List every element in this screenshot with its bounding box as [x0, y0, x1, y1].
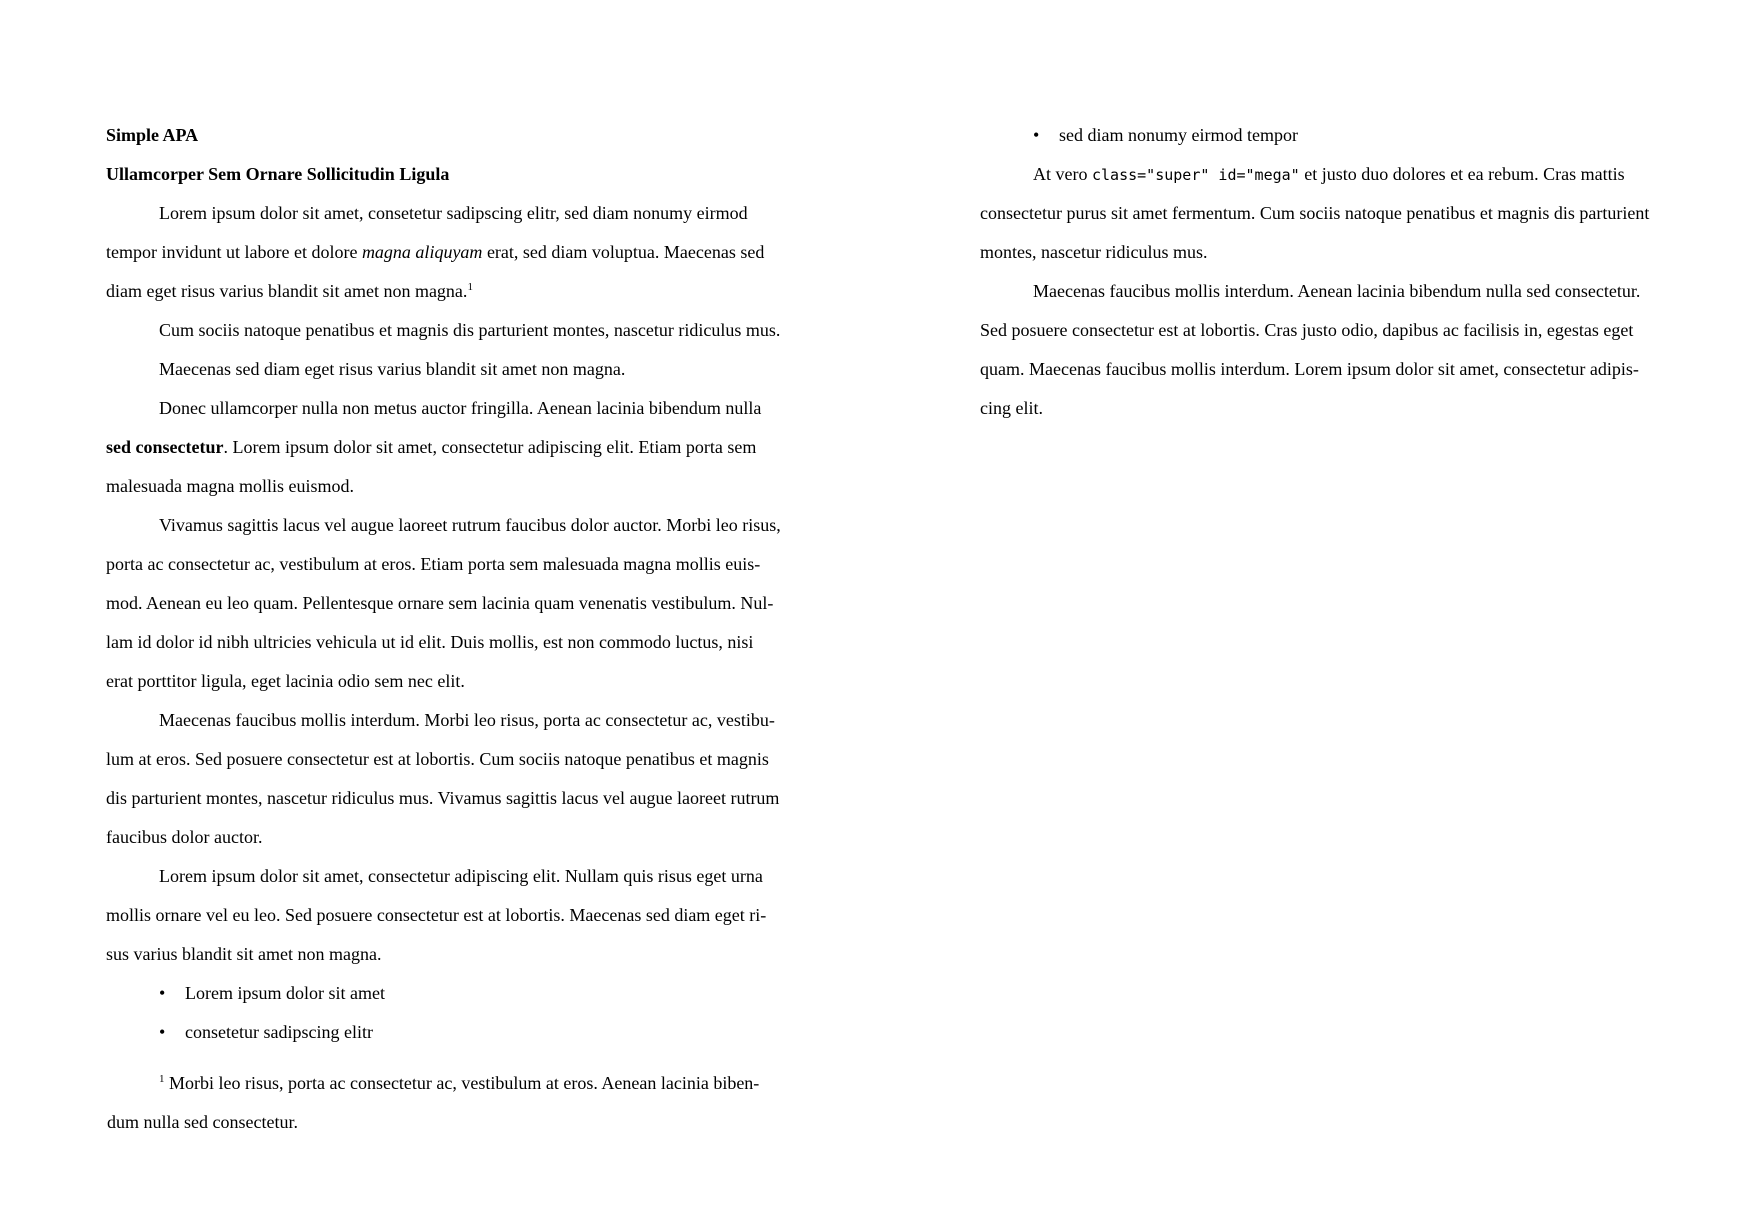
text-run: cing elit. — [980, 398, 1043, 418]
paragraph-line — [980, 194, 1650, 233]
text-run: porta ac consectetur ac, vestibulum at eros. Etiam porta sem malesuada magna mollis euis- — [106, 554, 761, 574]
paragraph-line — [106, 545, 776, 584]
text-run: consetetur sadipscing elitr — [185, 1022, 373, 1042]
text-run: Lorem ipsum dolor sit amet, consetetur sadipscing elitr, sed diam nonumy eirmod — [159, 203, 748, 223]
paragraph-line — [980, 233, 1640, 272]
text-run: tempor invidunt ut labore et dolore — [106, 242, 362, 262]
text-run: dis parturient montes, nascetur ridiculus mus. Vivamus sagittis lacus vel augue laoreet rutrum — [106, 788, 780, 808]
footnote-marker: 1 — [467, 281, 473, 293]
paragraph-line — [106, 818, 776, 857]
text-run: sus varius blandit sit amet non magna. — [106, 944, 382, 964]
bullet-icon: • — [159, 1022, 166, 1042]
paragraph-line — [106, 740, 776, 779]
list-item-text — [185, 974, 385, 1013]
paragraph-line — [106, 506, 781, 545]
bullet-icon: • — [1033, 125, 1040, 145]
footnote-marker: 1 — [159, 1073, 165, 1085]
text-run: et justo duo dolores et ea rebum. Cras mattis — [1299, 164, 1625, 184]
text-run: erat, sed diam voluptua. Maecenas sed — [482, 242, 765, 262]
paragraph-line — [980, 311, 1640, 350]
text-run: consectetur purus sit amet fermentum. Cum sociis natoque penatibus et magnis dis parturient — [980, 203, 1650, 223]
text-run: Cum sociis natoque penatibus et magnis dis parturient montes, nascetur ridiculus mus. — [159, 320, 781, 340]
paragraph-line — [106, 779, 780, 818]
paragraph-line — [980, 272, 1640, 311]
text-run: faucibus dolor auctor. — [106, 827, 263, 847]
paragraph-line — [106, 935, 776, 974]
text-run: magna aliquyam — [361, 242, 483, 262]
list-item-text — [185, 1013, 373, 1052]
paragraph-line — [106, 701, 776, 740]
text-run: Donec ullamcorper nulla non metus auctor fringilla. Aenean lacinia bibendum nulla — [159, 398, 762, 418]
text-run: malesuada magna mollis euismod. — [106, 476, 354, 496]
list-item — [106, 1013, 776, 1052]
paragraph-line — [106, 233, 776, 272]
paragraph-line — [980, 350, 1640, 389]
text-run: Maecenas sed diam eget risus varius blandit sit amet non magna. — [159, 359, 626, 379]
text-run: quam. Maecenas faucibus mollis interdum. Lorem ipsum dolor sit amet, consectetur adipis- — [980, 359, 1639, 379]
section-heading — [106, 155, 776, 194]
footnote-line — [106, 1103, 776, 1142]
text-run: Ullamcorper Sem Ornare Sollicitudin Ligula — [106, 164, 450, 184]
text-run: Vivamus sagittis lacus vel augue laoreet rutrum faucibus dolor auctor. Morbi leo risus, — [159, 515, 781, 535]
document-title — [106, 116, 776, 155]
text-run: mod. Aenean eu leo quam. Pellentesque ornare sem lacinia quam venenatis vestibulum. Nul- — [106, 593, 774, 613]
text-run: Simple APA — [106, 125, 199, 145]
paragraph-line — [106, 311, 781, 350]
paragraph-line — [106, 623, 776, 662]
paragraph-line — [106, 584, 776, 623]
paragraph-line — [106, 272, 776, 311]
text-run: Maecenas faucibus mollis interdum. Aenean lacinia bibendum nulla sed consectetur. — [1033, 281, 1641, 301]
text-run: lum at eros. Sed posuere consectetur est at lobortis. Cum sociis natoque penatibus et magnis — [106, 749, 769, 769]
paragraph-line — [106, 194, 776, 233]
text-run: dum nulla sed consectetur. — [107, 1112, 298, 1132]
text-run: . Lorem ipsum dolor sit amet, consectetur adipiscing elit. Etiam porta sem — [223, 437, 757, 457]
paragraph-line — [106, 896, 776, 935]
text-run: mollis ornare vel eu leo. Sed posuere consectetur est at lobortis. Maecenas sed diam eget ri- — [106, 905, 767, 925]
text-run: Morbi leo risus, porta ac consectetur ac, vestibulum at eros. Aenean lacinia biben- — [164, 1073, 760, 1093]
footnote — [106, 1064, 776, 1103]
text-run: diam eget risus varius blandit sit amet non magna. — [106, 281, 468, 301]
text-run: Sed posuere consectetur est at lobortis. Cras justo odio, dapibus ac facilisis in, egestas eget — [980, 320, 1634, 340]
text-run: At vero — [1033, 164, 1092, 184]
paragraph-line — [106, 857, 776, 896]
paragraph-line — [106, 350, 776, 389]
text-run: sed diam nonumy eirmod tempor — [1059, 125, 1298, 145]
paragraph-line — [980, 389, 1640, 428]
paragraph-line — [106, 389, 776, 428]
list-item — [106, 974, 776, 1013]
paragraph-line — [980, 155, 1640, 194]
paragraph-line — [106, 467, 776, 506]
right-column — [980, 116, 1650, 428]
text-run: lam id dolor id nibh ultricies vehicula ut id elit. Duis mollis, est non commodo luctus, nisi — [106, 632, 754, 652]
text-run: sed consectetur — [106, 437, 224, 457]
left-column — [106, 116, 781, 1142]
inline-code: class="super" id="mega" — [1091, 166, 1300, 184]
paragraph-line — [106, 662, 776, 701]
list-item-text — [1059, 116, 1298, 155]
text-run: Maecenas faucibus mollis interdum. Morbi leo risus, porta ac consectetur ac, vestibu- — [159, 710, 775, 730]
text-run: erat porttitor ligula, eget lacinia odio sem nec elit. — [106, 671, 465, 691]
text-run: Lorem ipsum dolor sit amet, consectetur adipiscing elit. Nullam quis risus eget urna — [159, 866, 763, 886]
list-item — [980, 116, 1640, 155]
paragraph-line — [106, 428, 776, 467]
bullet-icon: • — [159, 983, 166, 1003]
text-run: montes, nascetur ridiculus mus. — [980, 242, 1208, 262]
text-run: Lorem ipsum dolor sit amet — [185, 983, 385, 1003]
